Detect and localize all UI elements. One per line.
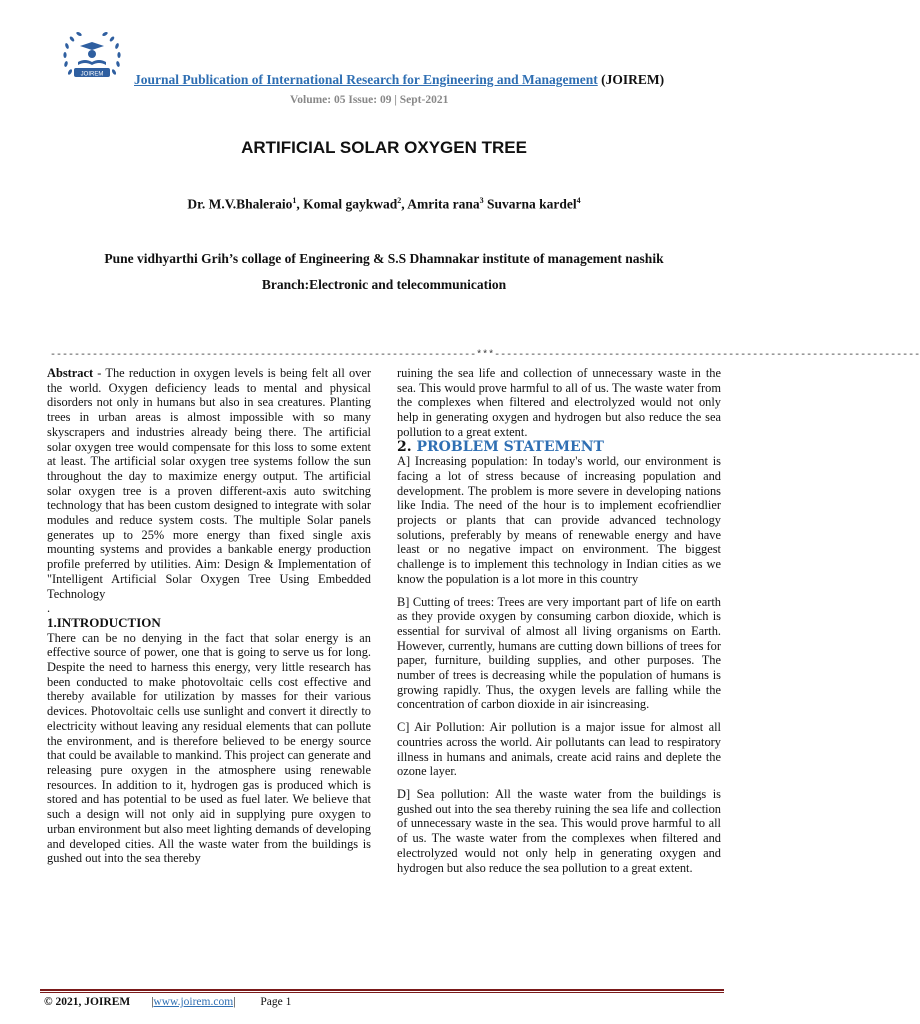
author-sup: 2: [397, 196, 402, 205]
problem-b: B] Cutting of trees: Trees are very important part of life on earth as they provide oxygen by consuming carbon dioxide, which is essential for survival of almost all living organisms on Earth. However, currently, humans are cutting down billions of trees for paper, furniture, building supplies, and other purposes. The number of trees is decreasing while the population of humans is growing rapidly. Thus, the oxygen levels are falling while the concentration of carbon dioxide in air isincreasing.: [397, 594, 721, 712]
problem-a: A] Increasing population: In today's world, our environment is facing a lot of stress because of increasing population and development. The problem is more severe in developing nations like India. The need of the hour is to implement ecofriendlier projects or plants that can provide advanced technology solutions, preferably by means of renewable energy and have least or no negative impact on environment. The biggest challenge is to implement this technology in Indian cities as we know the population is a lot more in this country: [397, 454, 721, 586]
author-name: Dr. M.V.Bhaleraio: [187, 196, 293, 212]
right-column: [397, 366, 721, 875]
author-name: Amrita rana: [407, 196, 480, 212]
author-separator: ,: [401, 196, 408, 212]
paper-title: ARTIFICIAL SOLAR OXYGEN TREE: [241, 138, 527, 157]
website-wrapper: [151, 996, 235, 1008]
abstract-label: Abstract: [47, 366, 94, 380]
continuation-text: ruining the sea life and collection of unnecessary waste in the sea. This would prove harmful to all of us. The waste water from the complexes when filtered and electrolyzed would not only help in generating oxygen and hydrogen but also reduce the sea pollution to a great extent.: [397, 366, 721, 439]
author-sup: 3: [479, 196, 484, 205]
footer-rule-thin: [40, 992, 724, 993]
problem-d: D] Sea pollution: All the waste water from the buildings is gushed out into the sea thereby ruining the sea life and collection of unnecessary waste in the sea. This would prove harmful to all of us. The waste water from the complexes when filtered and electrolyzed would not only help in generating oxygen and hydrogen but also reduce the sea pollution to a great extent.: [397, 786, 721, 875]
journal-name-link[interactable]: Journal Publication of International Research for Engineering and Management: [134, 72, 598, 87]
joirem-logo: [56, 28, 128, 86]
logo-lettering: JOIREM: [80, 71, 104, 78]
abstract-paragraph: [47, 366, 371, 601]
problem-c: C] Air Pollution: Air pollution is a major issue for almost all countries across the world. Air pollutants can lead to respiratory illness in humans and animals, create acid rains and deplete the ozone layer.: [397, 720, 721, 779]
introduction-text: There can be no denying in the fact that solar energy is an effective source of power, one that is going to serve us for long. Despite the need to harness this energy, very little research has been conducted to make photovoltaic cells cost effective and thereby available for utilization by masses for their various devices. Photovoltaic cells use sunlight and convert it directly to electricity without leaving any residual elements that can pollute the environment, and is therefore believed to be energy source that could be available to mankind. This project can generate and releasing pure oxygen in the atmosphere using renewable resources. In addition to it, hydrogen gas is produced which is stored and has potential to be used as fuel later. We believe that such a design will not only aid in supplying pure oxygen to urban environment but also meet lighting demands of developing and developed cities. All the waste water from the buildings is gushed out into the sea thereby: [47, 630, 371, 866]
introduction-heading: 1.INTRODUCTION: [47, 614, 161, 630]
footer-rule: [40, 989, 724, 991]
journal-header: [134, 72, 734, 88]
section-title: PROBLEM STATEMENT: [416, 438, 604, 455]
author-sup: 4: [576, 196, 581, 205]
author-name: Komal gaykwad: [303, 196, 398, 212]
author-sup: 1: [292, 196, 297, 205]
copyright: © 2021, JOIREM: [44, 996, 131, 1008]
bracket-open: |: [151, 996, 154, 1008]
footer: [44, 996, 291, 1008]
website-link[interactable]: www.joirem.com: [153, 996, 234, 1008]
abstract-text: - The reduction in oxygen levels is being felt all over the world. Oxygen deficiency leads to mental and physical disorders not only in humans but also in sea creatures. Planting trees in urban areas is almost impossible with so many skyscrapers and industries already being there. The artificial solar oxygen tree would compensate for this loss to some extent at least. The artificial solar oxygen tree systems follow the sun throughout the day to maximize energy output. The artificial solar oxygen tree is a proven different-axis auto switching technology that has been custom designed to integrate with solar modules and reduce system costs. The multiple Solar panels generates up to 25% more energy than fixed single axis mounting systems and provides a bankable energy production profile preferred by utilities. Aim: Design & Implementation of "Intelligent Artificial Solar Oxygen Tree Using Embedded Technology: [47, 366, 371, 601]
abstract-trailing-dot: .: [47, 601, 51, 616]
page-number: Page 1: [260, 996, 292, 1008]
journal-abbreviation: (JOIREM): [601, 72, 665, 87]
section-number: 2.: [397, 438, 412, 455]
issue-info: Volume: 05 Issue: 09 | Sept-2021: [290, 94, 449, 106]
affiliation: Pune vidhyarthi Grih’s collage of Engineering & S.S Dhamnakar institute of management nashik: [104, 251, 664, 266]
left-column: [47, 366, 371, 866]
author-name: Suvarna kardel: [487, 196, 577, 212]
author-list: [0, 196, 768, 213]
section-divider: -----------------------------------------------------------------------***-----------------------------------------------------------------------: [50, 350, 920, 361]
author-separator: ,: [296, 196, 304, 212]
branch: Branch:Electronic and telecommunication: [261, 277, 507, 292]
problem-statement-heading: [397, 440, 721, 455]
bracket-close: |: [233, 996, 236, 1008]
